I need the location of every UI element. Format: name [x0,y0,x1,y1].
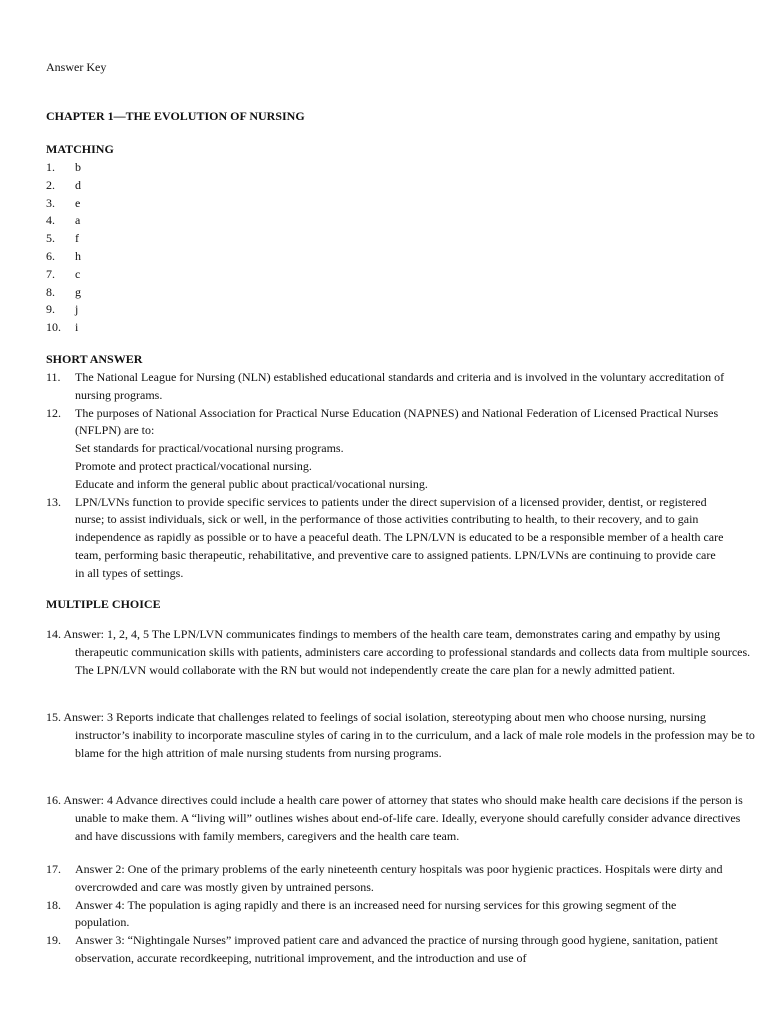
item-number: 4. [46,213,55,228]
answer-text: The purposes of National Association for Practical Nurse Education (NAPNES) and National Federation of Licensed Practical Nurses (NFLPN) are to: [75,405,719,438]
multiple-choice-list [46,861,726,968]
item-answer: i [75,320,79,335]
list-item [46,266,726,284]
purpose-line: Educate and inform the general public about practical/vocational nursing. [75,476,428,491]
answer-16: 16. Answer: 4 Advance directives could include a health care power of attorney that states who should make health care decisions if the person is unable to make them. A “living will” outlines wishes about end-of-life care. Ideally, everyone should carefully consider advance directives and have discussions with family members, caregivers and the health care team. [46,793,743,843]
chapter-title: CHAPTER 1—THE EVOLUTION OF NURSING [46,109,305,123]
answer-text: Answer 2: One of the primary problems of the early nineteenth century hospitals was poor hygienic practices. Hospitals were dirty and overcrowded and care was mostly given by untrained persons. [75,862,723,894]
item-number: 11. [46,370,61,384]
list-item [46,212,726,230]
answer-text: LPN/LVNs function to provide specific services to patients under the direct supervision of a licensed provider, dentist, or registered nurse; to assist individuals, sick or well, in the performance of those activities contributing to health, to their recovery, and to gain independence as rapidly as possible or to have a peaceful death. The LPN/LVN is educated to be a responsible member of a health care team, performing basic therapeutic, rehabilitative, and preventive care to assigned patients. LPN/LVNs are continuing to provide care in all types of settings. [75,494,724,580]
list-item [46,494,726,583]
list-item [46,230,726,248]
item-number: 19. [46,933,61,948]
list-item [46,195,726,213]
purpose-line: Set standards for practical/vocational nursing programs. [75,441,344,456]
answer-15: 15. Answer: 3 Reports indicate that challenges related to feelings of social isolation, stereotyping about men who choose nursing, nursing instructor’s inability to incorporate masculine styles of caring in to the curriculum, and a lack of male role models in the profession may be to blame for the high attrition of male nursing students from nursing programs. [46,710,755,760]
item-answer: d [75,177,81,192]
list-item [46,369,726,405]
answer-14: 14. Answer: 1, 2, 4, 5 The LPN/LVN communicates findings to members of the health care team, demonstrates caring and empathy by using therapeutic communication skills with patients, administers care according to professional standards and collects data from multiple sources. The LPN/LVN would collaborate with the RN but would not independently create the care plan for a newly admitted patient. [46,627,751,677]
item-number: 7. [46,266,55,281]
item-answer: e [75,195,81,210]
item-answer: a [75,213,81,228]
short-answer-heading: SHORT ANSWER [46,352,143,366]
list-item [46,319,726,337]
list-item [46,861,726,897]
list-item [46,248,726,266]
answer-text: The National League for Nursing (NLN) established educational standards and criteria and is involved in the voluntary accreditation of nursing programs. [75,370,725,402]
doc-title: Answer Key [46,60,107,74]
list-item [46,932,726,968]
multiple-choice-heading: MULTIPLE CHOICE [46,597,161,611]
answer-text: Answer 3: “Nightingale Nurses” improved patient care and advanced the practice of nursing through good hygiene, sanitation, patient observation, accurate recordkeeping, nutritional improvement, and the introduction and use of [75,933,718,965]
list-item [46,897,726,933]
item-number: 13. [46,494,61,509]
item-number: 1. [46,160,55,174]
list-item [46,405,726,494]
list-item [46,301,726,319]
purpose-line: Promote and protect practical/vocational nursing. [75,458,312,473]
matching-list [46,159,726,337]
item-number: 9. [46,302,55,317]
item-number: 8. [46,284,55,299]
item-answer: j [75,302,79,317]
item-number: 17. [46,862,61,876]
item-answer: c [75,266,81,281]
list-item [46,159,726,177]
matching-heading: MATCHING [46,142,114,156]
list-item [46,284,726,302]
item-number: 3. [46,195,55,210]
item-number: 2. [46,177,55,192]
item-number: 12. [46,405,61,420]
item-answer: h [75,248,81,263]
item-answer: g [75,284,81,299]
item-answer: b [75,160,81,174]
item-number: 10. [46,320,61,335]
item-number: 18. [46,897,61,912]
item-answer: f [75,231,79,246]
list-item [46,177,726,195]
item-number: 5. [46,231,55,246]
answer-text: Answer 4: The population is aging rapidly and there is an increased need for nursing services for this growing segment of the population. [75,897,677,930]
short-answer-list [46,369,726,583]
item-number: 6. [46,248,55,263]
